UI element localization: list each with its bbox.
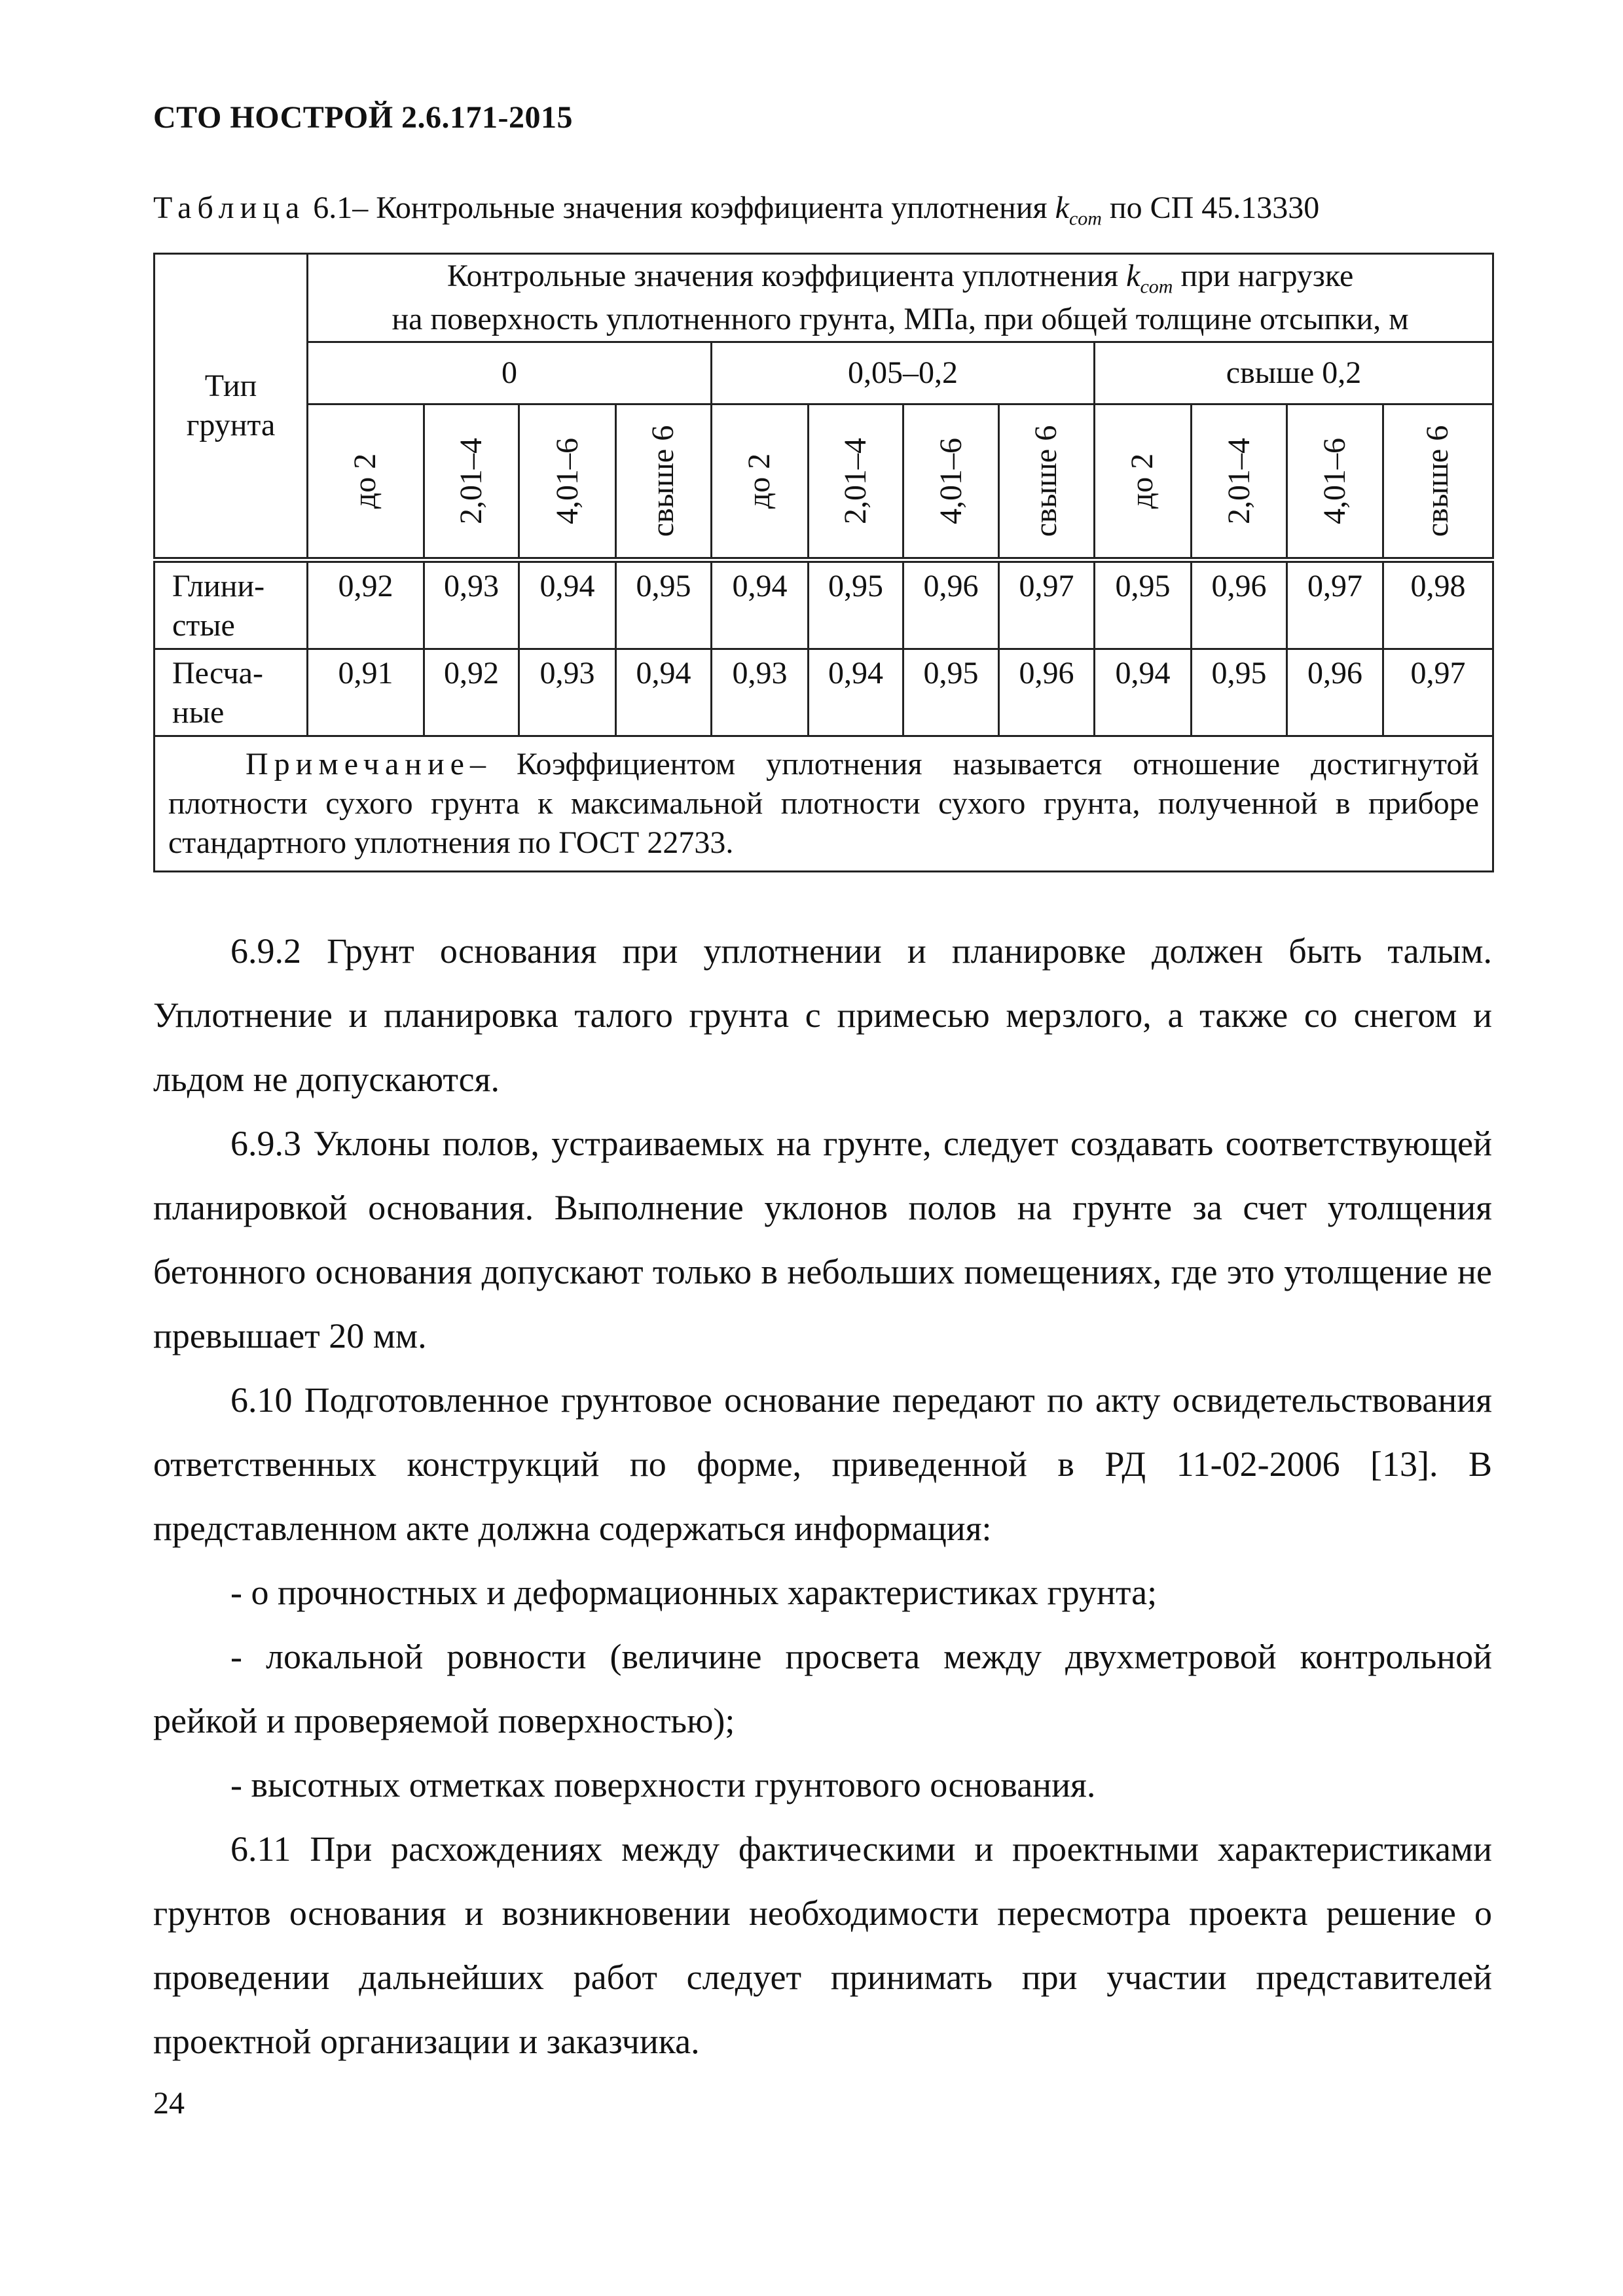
paragraph: - о прочностных и деформационных характеристиках грунта;	[230, 1573, 1158, 1612]
soil-type-header: Тип грунта	[155, 254, 308, 560]
value-cell: 0,94	[712, 560, 809, 649]
paragraph: 6.9.2 Грунт основания при уплотнении и планировке должен быть талым. Уплотнение и планировка талого грунта с примесью мерзлого, а также со снегом и льдом не допускаются.	[153, 931, 1492, 1099]
table-row	[155, 649, 1493, 736]
value-cell: 0,94	[1095, 649, 1192, 736]
coefficient-header: Контрольные значения коэффициента уплотнения $k_{com}$ при нагрузке на поверхность уплотненного грунта, МПа, при общей толщине отсыпки, м	[308, 254, 1493, 342]
caption-text: 6.1– Контрольные значения коэффициента уплотнения	[313, 190, 1055, 225]
standard-header: СТО НОСТРОЙ 2.6.171-2015	[153, 100, 574, 135]
value-cell: 0,95	[616, 560, 712, 649]
value-cell: 0,96	[999, 649, 1095, 736]
value-cell: 0,94	[616, 649, 712, 736]
paragraph: - высотных отметках поверхности грунтового основания.	[230, 1765, 1096, 1804]
subcol-header: 2,01–4	[809, 404, 903, 560]
value-cell: 0,98	[1383, 560, 1493, 649]
value-cell: 0,92	[308, 560, 424, 649]
subcol-header: до 2	[712, 404, 809, 560]
value-cell: 0,96	[1287, 649, 1383, 736]
value-cell: 0,95	[1192, 649, 1287, 736]
subcol-header: свыше 6	[999, 404, 1095, 560]
value-cell: 0,93	[424, 560, 519, 649]
compaction-table	[153, 253, 1494, 872]
value-cell: 0,92	[424, 649, 519, 736]
group-header-0: 0	[308, 342, 712, 404]
subcol-header: свыше 6	[616, 404, 712, 560]
value-cell: 0,95	[903, 649, 999, 736]
value-cell: 0,91	[308, 649, 424, 736]
value-cell: 0,96	[1192, 560, 1287, 649]
page-number: 24	[153, 2086, 185, 2121]
subcol-header: 2,01–4	[424, 404, 519, 560]
subcol-header: 2,01–4	[1192, 404, 1287, 560]
caption-tail: по СП 45.13330	[1101, 190, 1320, 225]
subcol-header: 4,01–6	[1287, 404, 1383, 560]
group-header-1: 0,05–0,2	[712, 342, 1095, 404]
value-cell: 0,94	[809, 649, 903, 736]
soil-type-cell: Глини- стые	[155, 560, 308, 649]
body-text	[153, 919, 1492, 2073]
value-cell: 0,95	[809, 560, 903, 649]
subcol-header: до 2	[308, 404, 424, 560]
value-cell: 0,95	[1095, 560, 1192, 649]
subcol-header: до 2	[1095, 404, 1192, 560]
subcol-header: 4,01–6	[903, 404, 999, 560]
compaction-table-wrapper	[153, 253, 1492, 872]
soil-type-cell: Песча- ные	[155, 649, 308, 736]
table-caption	[153, 190, 1319, 230]
value-cell: 0,97	[1383, 649, 1493, 736]
table-note: Примечание– Коэффициентом уплотнения называется отношение достигнутой плотности сухого грунта к максимальной плотности сухого грунта, полученной в приборе стандартного уплотнения по ГОСТ 22733.	[155, 736, 1493, 872]
value-cell: 0,96	[903, 560, 999, 649]
paragraph: - локальной ровности (величине просвета между двухметровой контрольной рейкой и проверяемой поверхностью);	[153, 1637, 1492, 1740]
caption-label: Таблица	[153, 190, 306, 225]
caption-symbol: $k_{com}$	[1055, 190, 1102, 230]
value-cell: 0,93	[712, 649, 809, 736]
subcol-header: 4,01–6	[519, 404, 616, 560]
value-cell: 0,97	[999, 560, 1095, 649]
value-cell: 0,93	[519, 649, 616, 736]
value-cell: 0,94	[519, 560, 616, 649]
note-row	[155, 736, 1493, 872]
value-cell: 0,97	[1287, 560, 1383, 649]
paragraph: 6.10 Подготовленное грунтовое основание передают по акту освидетельствования ответственных конструкций по форме, приведенной в РД 11-02-2006 [13]. В представленном акте должна содержаться информация:	[153, 1380, 1492, 1548]
group-header-2: свыше 0,2	[1095, 342, 1493, 404]
paragraph: 6.11 При расхождениях между фактическими и проектными характеристиками грунтов основания и возникновении необходимости пересмотра проекта решение о проведении дальнейших работ следует принимать при участии представителей проектной организации и заказчика.	[153, 1829, 1492, 2061]
paragraph: 6.9.3 Уклоны полов, устраиваемых на грунте, следует создавать соответствующей планировкой основания. Выполнение уклонов полов на грунте за счет утолщения бетонного основания допускают только в небольших помещениях, где это утолщение не превышает 20 мм.	[153, 1124, 1492, 1355]
table-row	[155, 560, 1493, 649]
subcol-header: свыше 6	[1383, 404, 1493, 560]
